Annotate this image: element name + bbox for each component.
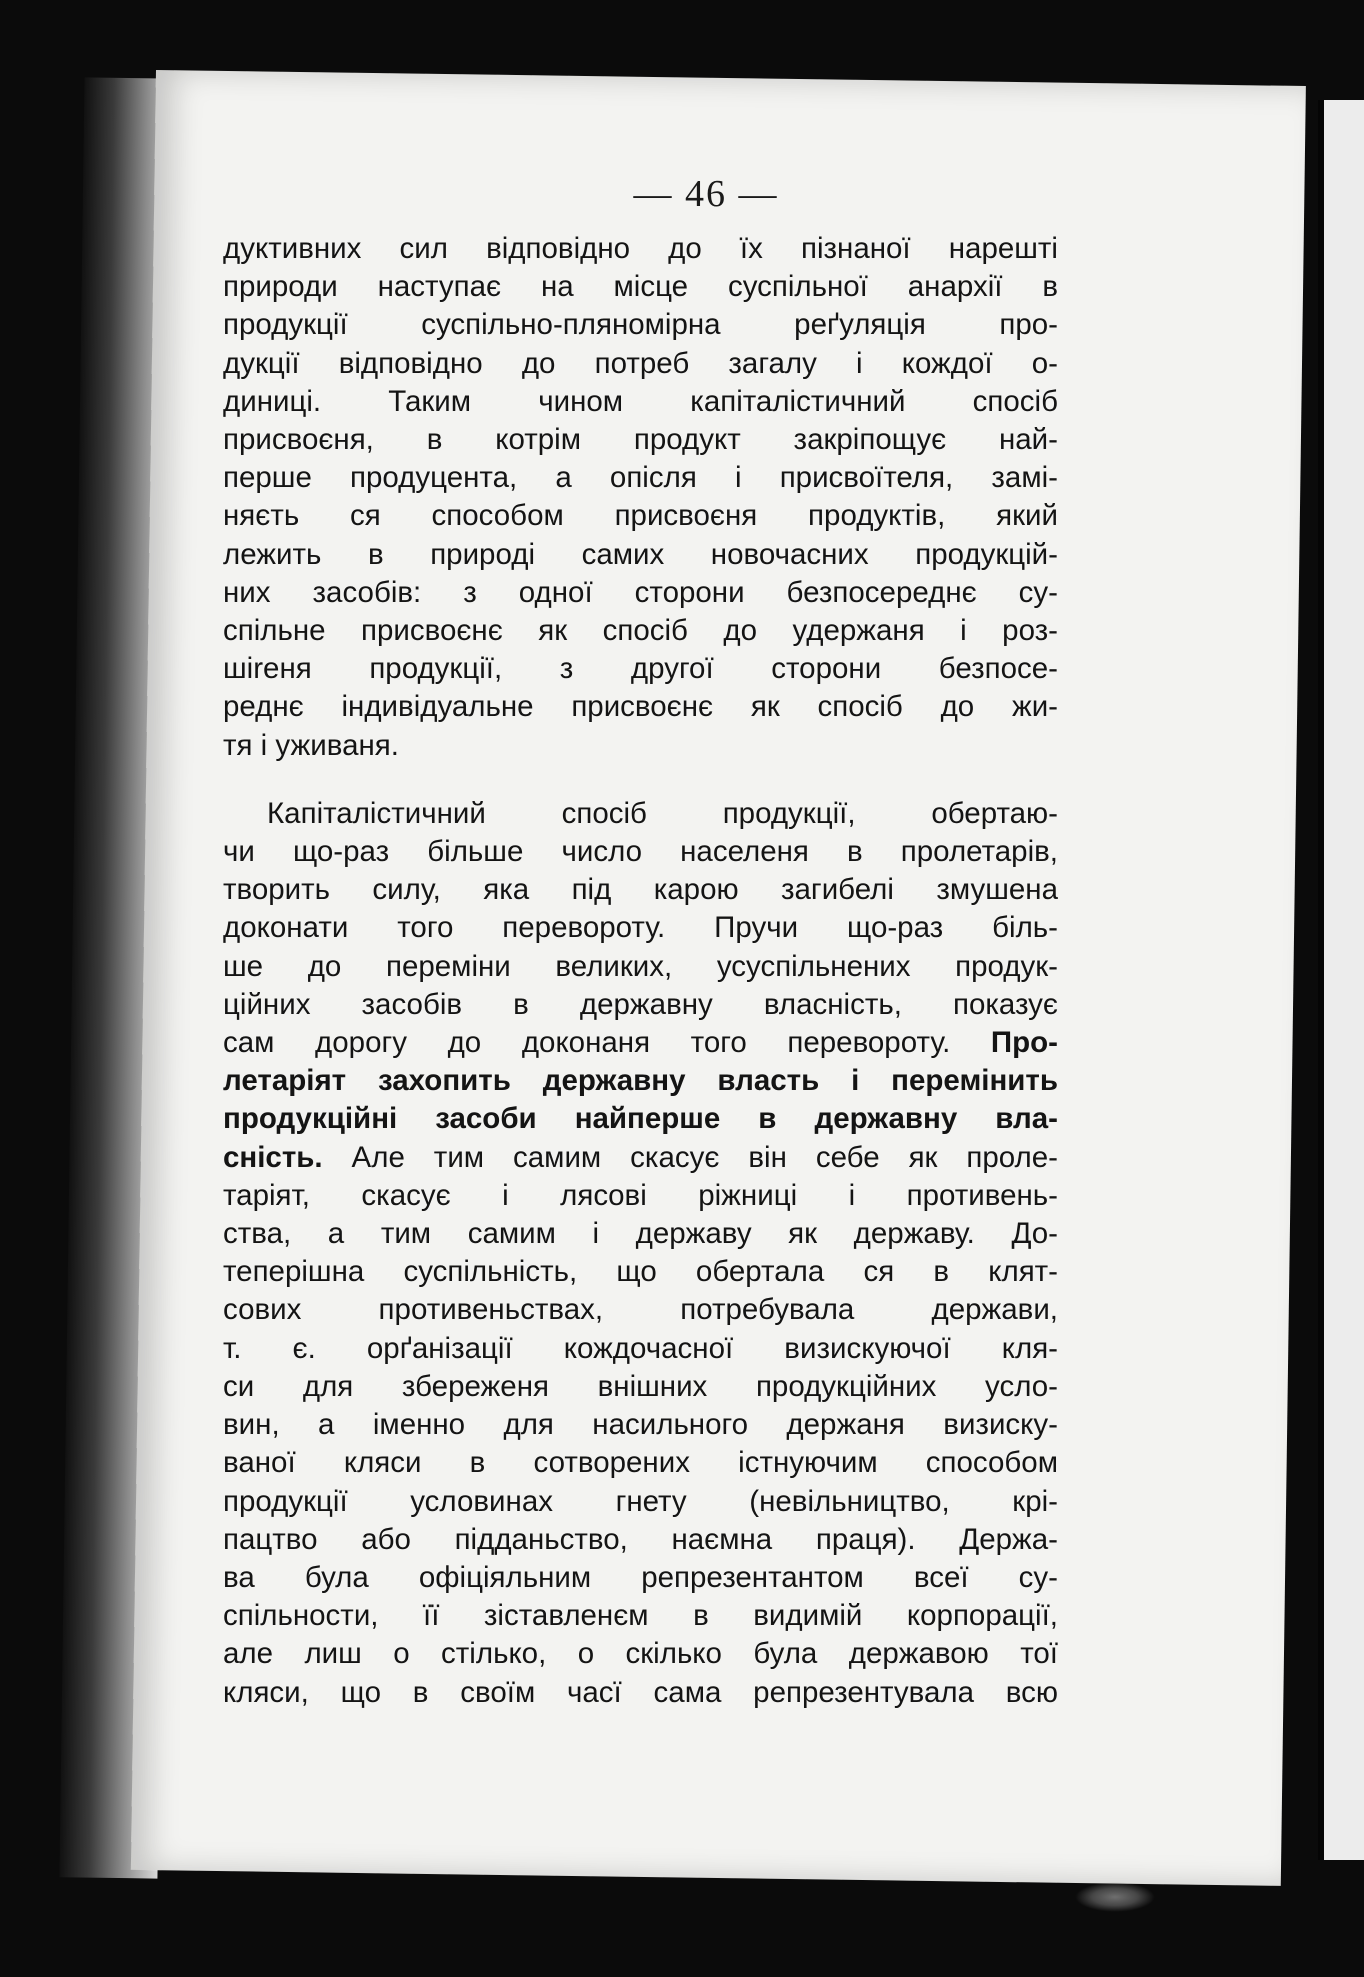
text-line: спільне присвоєнє як спосіб до удержаня і роз-: [223, 614, 1058, 648]
text-line: перше продуцента, а опісля і присвоїтеля, замі-: [223, 461, 1058, 495]
text-line: [223, 1597, 1058, 1635]
text-run: т. є. орґанізації кождочасної визискуючої кля-: [223, 1331, 1058, 1365]
text-line: [223, 833, 1058, 871]
text-line: [223, 1177, 1058, 1215]
text-line: [223, 1559, 1058, 1597]
text-line: [223, 1674, 1058, 1712]
adjacent-page-edge: [1318, 100, 1364, 1860]
text-run: ва була офіціяльним репрезентантом всеї су-: [223, 1560, 1058, 1594]
text-line: лежить в природі самих новочасних продукцій-: [223, 537, 1058, 571]
text-line: диниці. Таким чином капіталістичний спосіб: [223, 384, 1058, 418]
text-line: [223, 1291, 1058, 1329]
text-run: творить силу, яка під карою загибелі змушена: [223, 873, 1058, 907]
text-run: вин, а іменно для насильного держаня визиску-: [223, 1408, 1058, 1442]
body-text: [223, 230, 1058, 1712]
text-run: ваної кляси в сотворених істнуючим способом: [223, 1446, 1058, 1480]
text-line: [223, 1024, 1058, 1062]
bold-text-run: летаріят захопить державну власть і перемінить: [223, 1064, 1058, 1098]
text-line: [223, 1444, 1058, 1482]
text-run: кляси, що в своїм часї сама репрезентувала всю: [223, 1675, 1058, 1709]
text-line: тя і уживаня.: [223, 728, 399, 762]
text-line: шireня продукції, з другої сторони безпосе-: [223, 652, 1058, 686]
text-run: ства, а тим самим і державу як державу. До-: [223, 1217, 1058, 1251]
text-line: [223, 909, 1058, 947]
paragraph-gap: [223, 765, 1058, 795]
text-line: [223, 1521, 1058, 1559]
text-run: Але тим самим скасує він себе як проле-: [322, 1140, 1058, 1174]
text-line: [223, 1215, 1058, 1253]
text-run: пацтво або підданьство, наємна праця). Держа-: [223, 1522, 1058, 1556]
text-line: реднє індивідуальне присвоєнє як спосіб до жи-: [223, 690, 1058, 724]
text-run: продукції условинах гнету (невільництво, крі-: [223, 1484, 1058, 1518]
text-run: ційних засобів в державну власність, показує: [223, 987, 1058, 1021]
text-run: сових противеньствах, потребувала держави,: [223, 1293, 1058, 1327]
paragraph-1: [223, 230, 1058, 765]
text-run: спільности, її зіставленєм в видимій корпорації,: [223, 1599, 1058, 1633]
bold-text-run: Про-: [990, 1026, 1058, 1060]
text-line: [223, 1368, 1058, 1406]
text-line: дуктивних сил відповідно до їх пізнаної нарешті: [223, 232, 1058, 265]
text-run: доконати того перевороту. Пручи що-раз біль-: [223, 911, 1058, 945]
text-line: природи наступає на місце суспільної анархії в: [223, 270, 1058, 304]
text-run: Капіталістичний спосіб продукції, обертаю-: [267, 796, 1058, 830]
text-run: теперішна суспільність, що обертала ся в клят-: [223, 1255, 1058, 1289]
text-line: [223, 1062, 1058, 1100]
text-run: але лиш о стілько, о скілько була державою тої: [223, 1637, 1058, 1671]
text-run: си для збережeня внішних продукційних усло-: [223, 1369, 1058, 1403]
page-number: — 46 —: [633, 173, 779, 215]
text-line: [223, 1253, 1058, 1291]
text-line: [223, 1483, 1058, 1521]
text-line: [223, 1100, 1058, 1138]
text-line: няєть ся способом присвоєня продуктів, який: [223, 499, 1058, 533]
text-run: сам дорогу до доконаня того перевороту.: [223, 1026, 991, 1060]
text-line: [223, 1330, 1058, 1368]
text-line: [223, 1139, 1058, 1177]
text-line: присвоєня, в котрім продукт закріпощує най-: [223, 423, 1058, 457]
text-line: продукції суспільно-пляномірна реґуляція про-: [223, 308, 1058, 342]
bold-text-run: сність.: [223, 1140, 323, 1174]
text-line: них засобів: з одної сторони безпосереднє су-: [223, 575, 1058, 609]
text-line: [223, 986, 1058, 1024]
paragraph-2: [223, 795, 1058, 1712]
text-line: [223, 871, 1058, 909]
text-line: [223, 795, 1058, 833]
text-line: [223, 1406, 1058, 1444]
text-run: чи що-раз більше число населеня в пролетарів,: [223, 835, 1058, 869]
text-run: ше до переміни великих, усуспільнених продук-: [223, 949, 1058, 983]
text-line: [223, 948, 1058, 986]
scan-artifact: [1075, 1882, 1155, 1912]
text-run: таріят, скасує і ляcові ріжниці і противень-: [223, 1178, 1058, 1212]
text-line: дукції відповідно до потреб загалу і кождої о-: [223, 346, 1058, 380]
bold-text-run: продукційні засоби найперше в державну вла-: [223, 1102, 1058, 1136]
text-line: [223, 1635, 1058, 1673]
